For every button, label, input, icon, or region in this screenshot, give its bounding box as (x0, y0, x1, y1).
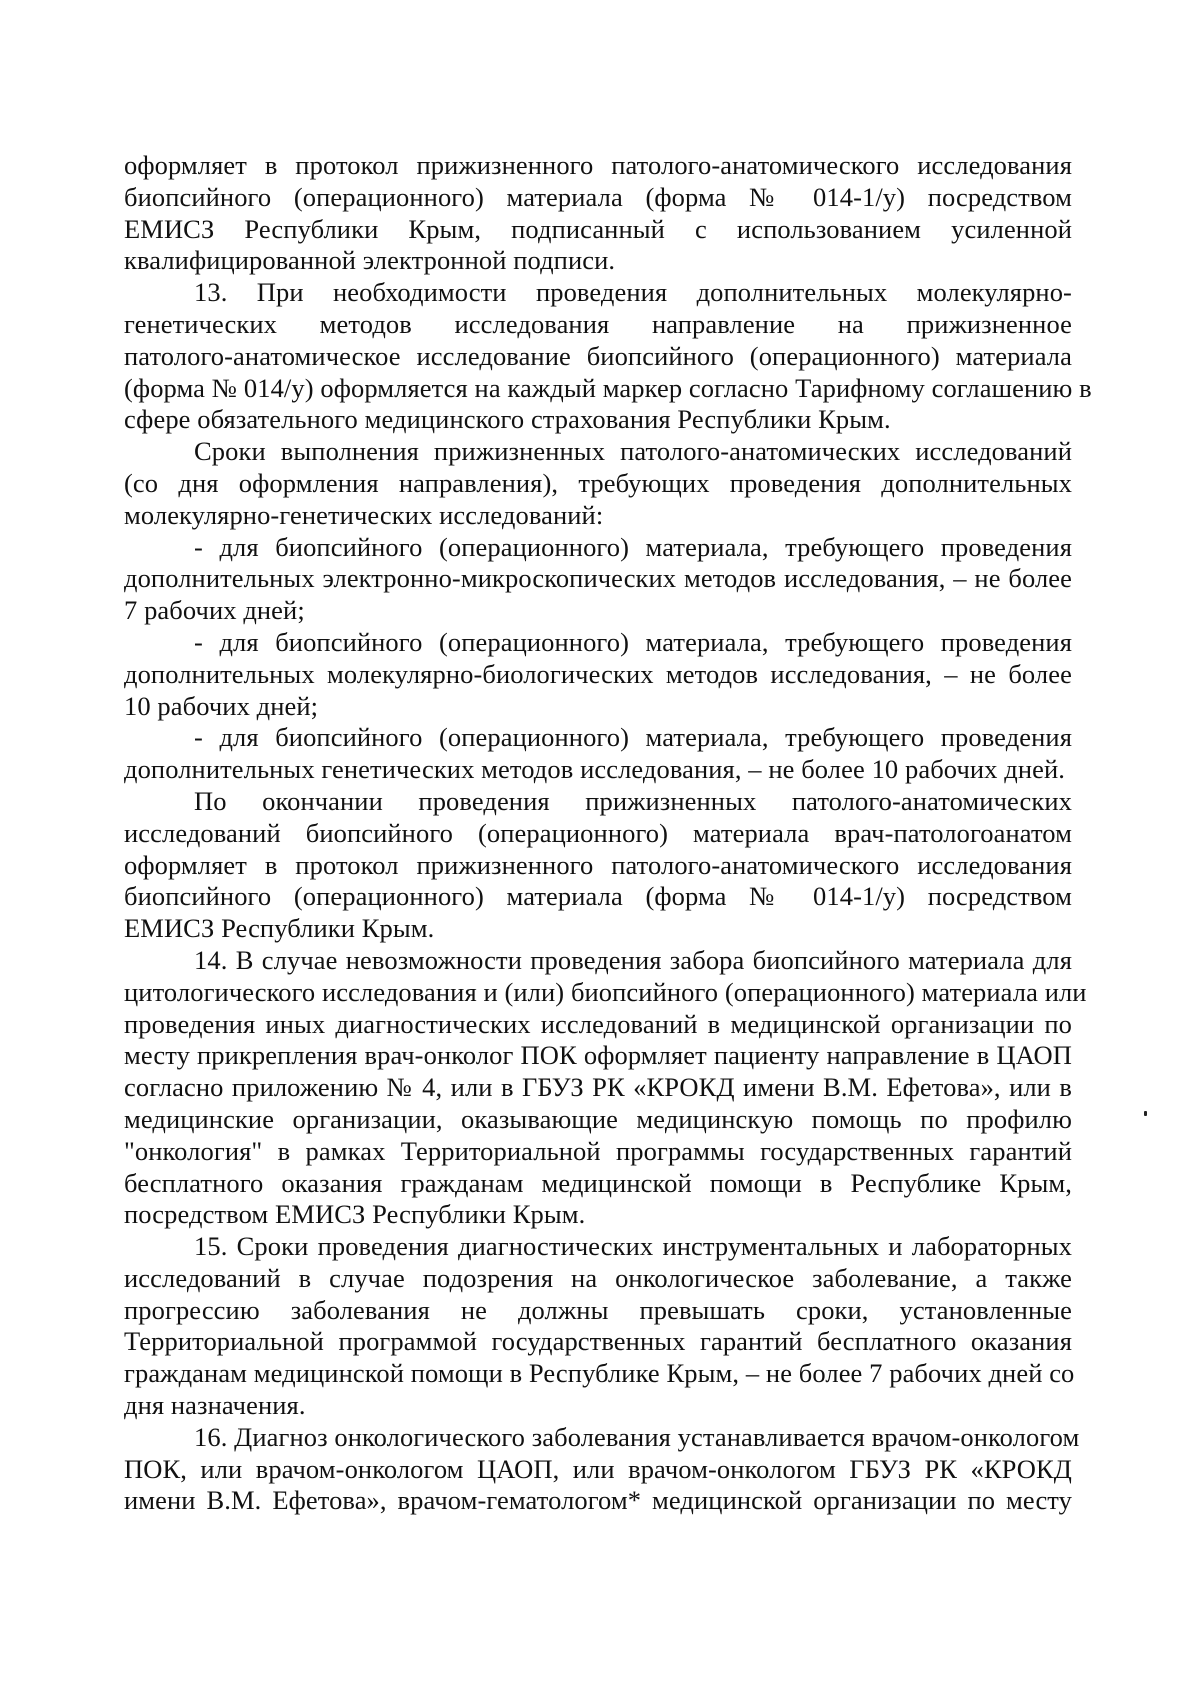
text-line: квалифицированной электронной подписи. (124, 245, 616, 276)
text-line: медицинские организации, оказывающие медицинскую помощь по профилю (124, 1103, 1072, 1134)
paragraph-completion-start: По окончании проведения прижизненных патолого-анатомических (194, 785, 1072, 816)
text-line: дополнительных генетических методов исследования, – не более 10 рабочих дней. (124, 754, 1065, 785)
paragraph-13-start: 13. При необходимости проведения дополнительных молекулярно- (194, 277, 1072, 308)
text-line: месту прикрепления врач-онколог ПОК оформляет пациенту направление в ЦАОП (124, 1040, 1072, 1071)
text-line: дня назначения. (124, 1390, 306, 1421)
text-line: дополнительных молекулярно-биологических методов исследования, – не более (124, 658, 1072, 689)
text-line: патолого-анатомическое исследование биопсийного (операционного) материала (124, 340, 1072, 371)
text-line: сфере обязательного медицинского страхования Республики Крым. (124, 404, 891, 435)
text-line: генетических методов исследования направление на прижизненное (124, 308, 1072, 339)
text-line: Территориальной программой государственных гарантий бесплатного оказания (124, 1326, 1072, 1357)
text-line: 10 рабочих дней; (124, 690, 319, 721)
text-line: проведения иных диагностических исследований в медицинской организации по (124, 1008, 1072, 1039)
text-line: "онкология" в рамках Территориальной программы государственных гарантий (124, 1135, 1072, 1166)
text-line: ЕМИСЗ Республики Крым, подписанный с использованием усиленной (124, 213, 1072, 244)
text-line: (со дня оформления направления), требующих проведения дополнительных (124, 467, 1072, 498)
paragraph-16-start: 16. Диагноз онкологического заболевания устанавливается врачом-онкологом (194, 1421, 1080, 1452)
text-line: (форма № 014/у) оформляется на каждый маркер согласно Тарифному соглашению в (124, 372, 1092, 403)
text-line: оформляет в протокол прижизненного патолого-анатомического исследования (124, 150, 1072, 180)
list-item-electron-microscopic: - для биопсийного (операционного) материала, требующего проведения (194, 531, 1072, 562)
text-line: молекулярно-генетических исследований: (124, 499, 604, 530)
paragraph-14-start: 14. В случае невозможности проведения забора биопсийного материала для (194, 944, 1072, 975)
text-line: гражданам медицинской помощи в Республике Крым, – не более 7 рабочих дней со (124, 1358, 1075, 1389)
text-line: оформляет в протокол прижизненного патолого-анатомического исследования (124, 849, 1072, 880)
text-line: ПОК, или врачом-онкологом ЦАОП, или врачом-онкологом ГБУЗ РК «КРОКД (124, 1453, 1072, 1484)
paragraph-deadlines-start: Сроки выполнения прижизненных патолого-анатомических исследований (194, 436, 1072, 467)
list-item-molecular-biological: - для биопсийного (операционного) материала, требующего проведения (194, 626, 1072, 657)
text-line: исследований биопсийного (операционного) материала врач-патологоанатом (124, 817, 1072, 848)
list-item-genetic: - для биопсийного (операционного) материала, требующего проведения (194, 722, 1072, 753)
paragraph-15-start: 15. Сроки проведения диагностических инструментальных и лабораторных (194, 1231, 1072, 1262)
document-body (124, 150, 1092, 1517)
text-line: 7 рабочих дней; (124, 595, 305, 626)
text-line: прогрессию заболевания не должны превышать сроки, установленные (124, 1294, 1072, 1325)
text-line: имени В.М. Ефетова», врачом-гематологом* медицинской организации по месту (124, 1485, 1072, 1516)
text-line: биопсийного (операционного) материала (форма № 014-1/у) посредством (124, 881, 1072, 912)
text-line: согласно приложению № 4, или в ГБУЗ РК «КРОКД имени В.М. Ефетова», или в (124, 1072, 1072, 1103)
scan-speck (1144, 1111, 1147, 1116)
text-line: ЕМИСЗ Республики Крым. (124, 913, 435, 944)
text-line: цитологического исследования и (или) биопсийного (операционного) материала или (124, 976, 1087, 1007)
text-line: посредством ЕМИСЗ Республики Крым. (124, 1199, 586, 1230)
text-line: биопсийного (операционного) материала (форма № 014-1/у) посредством (124, 181, 1072, 212)
text-line: бесплатного оказания гражданам медицинской помощи в Республике Крым, (124, 1167, 1072, 1198)
text-line: дополнительных электронно-микроскопических методов исследования, – не более (124, 563, 1072, 594)
text-line: исследований в случае подозрения на онкологическое заболевание, а также (124, 1262, 1072, 1293)
